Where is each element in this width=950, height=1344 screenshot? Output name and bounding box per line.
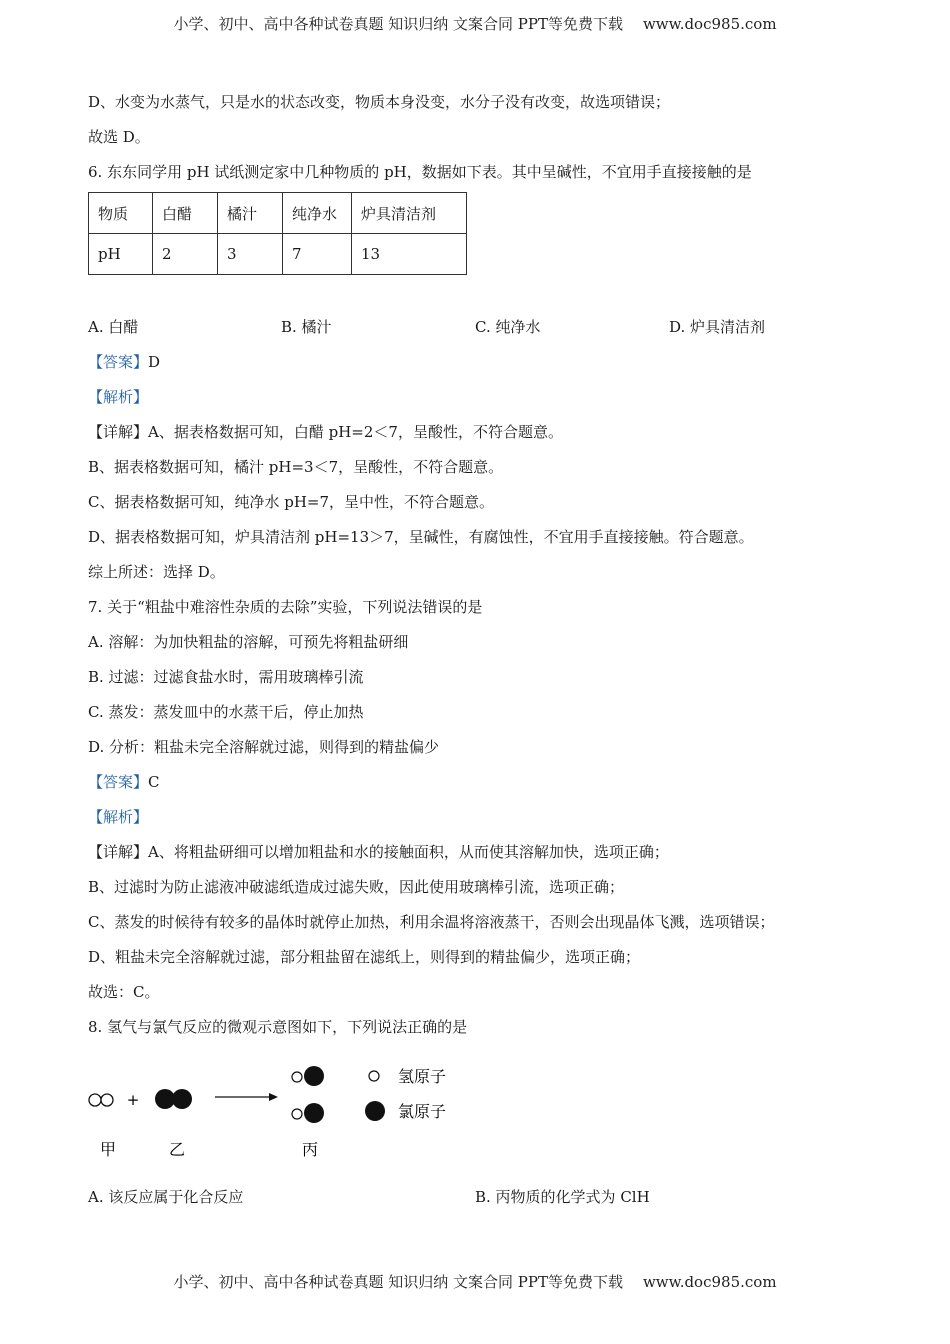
footer-text: 小学、初中、高中各种试卷真题 知识归纳 文案合同 PPT等免费下载 bbox=[173, 1273, 623, 1291]
label-yi: 乙 bbox=[168, 1140, 186, 1159]
header-text: 小学、初中、高中各种试卷真题 知识归纳 文案合同 PPT等免费下载 bbox=[173, 15, 623, 33]
ph-table bbox=[88, 192, 467, 275]
answer-label: 【答案】 bbox=[88, 773, 149, 791]
q7-option-a: A. 溶解：为加快粗盐的溶解，可预先将粗盐研细 bbox=[88, 633, 409, 651]
q7-answer bbox=[88, 771, 160, 792]
table-cell: 13 bbox=[352, 234, 467, 275]
q6-conclusion: 综上所述：选择 D。 bbox=[88, 563, 225, 581]
table-cell: 2 bbox=[153, 234, 218, 275]
q8-option-a: A. 该反应属于化合反应 bbox=[88, 1188, 244, 1206]
q8-option-b: B. 丙物质的化学式为 ClH bbox=[475, 1188, 650, 1206]
q7-stem: 7. 关于“粗盐中难溶性杂质的去除”实验，下列说法错误的是 bbox=[88, 598, 483, 616]
q6-option-d: D. 炉具清洁剂 bbox=[669, 318, 766, 336]
q6-answer bbox=[88, 351, 160, 372]
header-site: www.doc985.com bbox=[642, 15, 777, 33]
hydrogen-molecule-icon bbox=[89, 1094, 113, 1106]
q6-analysis-label: 【解析】 bbox=[88, 388, 149, 406]
chlorine-molecule-icon bbox=[155, 1089, 192, 1109]
table-cell: 物质 bbox=[89, 193, 153, 234]
detail-text: A、据表格数据可知，白醋 pH=2＜7，呈酸性，不符合题意。 bbox=[148, 423, 563, 441]
table-cell: 橘汁 bbox=[218, 193, 283, 234]
q7-detail-b: B、过滤时为防止滤液冲破滤纸造成过滤失败，因此使用玻璃棒引流，选项正确； bbox=[88, 878, 625, 896]
q6-detail-d: D、据表格数据可知，炉具清洁剂 pH=13＞7，呈碱性，有腐蚀性，不宜用手直接接触。符合题意。 bbox=[88, 528, 754, 546]
q7-option-c: C. 蒸发：蒸发皿中的水蒸干后，停止加热 bbox=[88, 703, 364, 721]
q6-detail-b: B、据表格数据可知，橘汁 pH=3＜7，呈酸性，不符合题意。 bbox=[88, 458, 504, 476]
plus-sign: + bbox=[126, 1091, 140, 1109]
q6-detail-a bbox=[88, 421, 563, 442]
legend-label: 氯原子 bbox=[398, 1102, 447, 1121]
q7-detail-c: C、蒸发的时候待有较多的晶体时就停止加热，利用余温将溶液蒸干，否则会出现晶体飞溅，选项错误； bbox=[88, 913, 775, 931]
reaction-arrow-icon bbox=[215, 1093, 278, 1101]
hcl-molecule-icon bbox=[292, 1103, 324, 1123]
detail-label: 【详解】 bbox=[88, 423, 149, 441]
label-bing: 丙 bbox=[301, 1140, 319, 1159]
detail-label: 【详解】 bbox=[88, 843, 149, 861]
ph-table-header-row bbox=[89, 193, 467, 234]
q5-option-d-explanation: D、水变为水蒸气，只是水的状态改变，物质本身没变，水分子没有改变，故选项错误； bbox=[88, 93, 671, 111]
table-cell: 白醋 bbox=[153, 193, 218, 234]
legend-chlorine bbox=[365, 1101, 446, 1121]
table-cell: 纯净水 bbox=[283, 193, 352, 234]
table-cell: 7 bbox=[283, 234, 352, 275]
legend-hydrogen bbox=[369, 1067, 446, 1086]
q7-analysis-label: 【解析】 bbox=[88, 808, 149, 826]
q8-stem: 8. 氢气与氯气反应的微观示意图如下，下列说法正确的是 bbox=[88, 1018, 468, 1036]
answer-value: C bbox=[148, 773, 160, 791]
q5-conclusion: 故选 D。 bbox=[88, 128, 150, 146]
table-cell: 炉具清洁剂 bbox=[352, 193, 467, 234]
table-cell: 3 bbox=[218, 234, 283, 275]
q7-conclusion: 故选：C。 bbox=[88, 983, 160, 1001]
answer-label: 【答案】 bbox=[88, 353, 149, 371]
q7-detail-d: D、粗盐未完全溶解就过滤，部分粗盐留在滤纸上，则得到的精盐偏少，选项正确； bbox=[88, 948, 641, 966]
page-footer bbox=[0, 1271, 950, 1292]
q6-option-c: C. 纯净水 bbox=[475, 318, 541, 336]
answer-value: D bbox=[148, 353, 161, 371]
footer-site: www.doc985.com bbox=[642, 1273, 777, 1291]
legend-label: 氢原子 bbox=[398, 1067, 447, 1086]
q7-option-b: B. 过滤：过滤食盐水时，需用玻璃棒引流 bbox=[88, 668, 364, 686]
table-cell: pH bbox=[89, 234, 153, 275]
q6-detail-c: C、据表格数据可知，纯净水 pH=7，呈中性，不符合题意。 bbox=[88, 493, 495, 511]
reaction-diagram bbox=[80, 1055, 480, 1170]
q7-option-d: D. 分析：粗盐未完全溶解就过滤，则得到的精盐偏少 bbox=[88, 738, 440, 756]
q7-detail-a bbox=[88, 841, 669, 862]
q6-option-b: B. 橘汁 bbox=[281, 318, 332, 336]
ph-table-value-row bbox=[89, 234, 467, 275]
q6-stem: 6. 东东同学用 pH 试纸测定家中几种物质的 pH，数据如下表。其中呈碱性，不宜用手直接接触的是 bbox=[88, 163, 752, 181]
label-jia: 甲 bbox=[99, 1140, 117, 1159]
page-header bbox=[0, 13, 950, 34]
detail-text: A、将粗盐研细可以增加粗盐和水的接触面积，从而使其溶解加快，选项正确； bbox=[148, 843, 669, 861]
q6-option-a: A. 白醋 bbox=[88, 318, 139, 336]
hcl-molecule-icon bbox=[292, 1066, 324, 1086]
